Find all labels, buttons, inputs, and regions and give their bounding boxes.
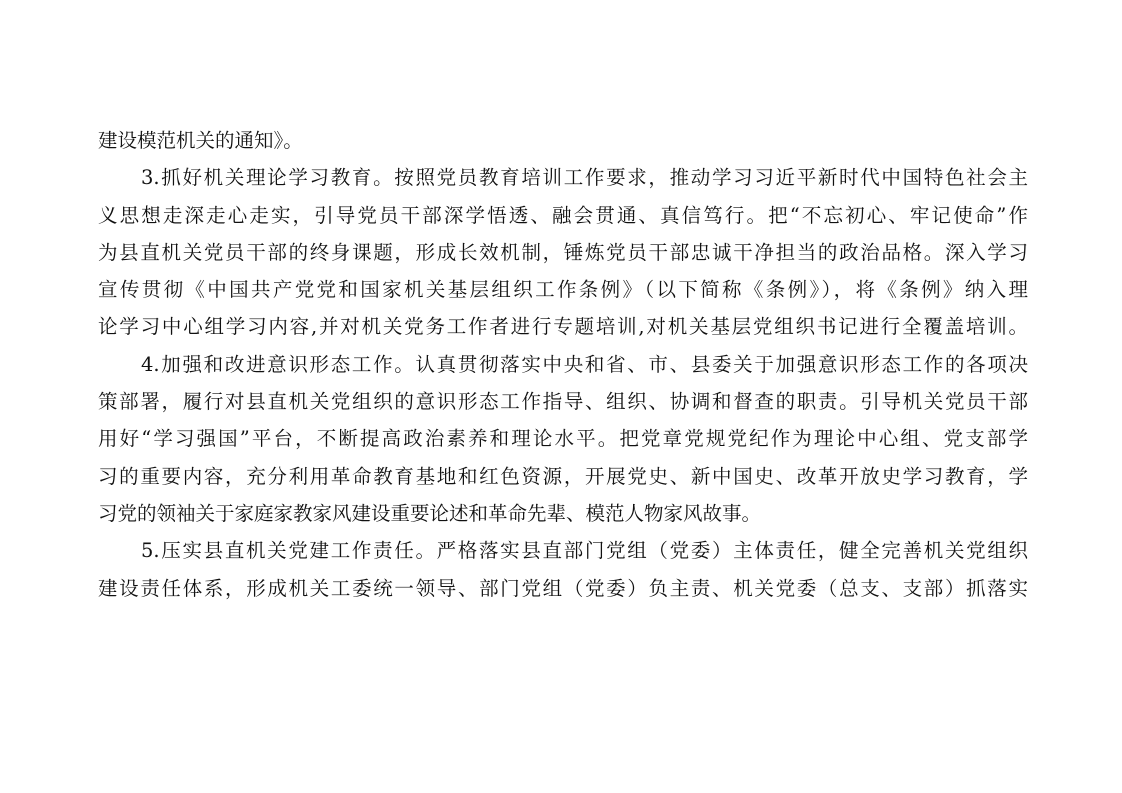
text-line: 习的重要内容，充分利用革命教育基地和红色资源，开展党史、新中国史、改革开放史学习教育，学 (98, 464, 1028, 488)
text-line: 建设责任体系，形成机关工委统一领导、部门党组（党委）负主责、机关党委（总支、支部）抓落实 (98, 576, 1028, 600)
text-line: 5.压实县直机关党建工作责任。严格落实县直部门党组（党委）主体责任，健全完善机关党组织 (141, 539, 1028, 563)
text-line: 论学习中心组学习内容,并对机关党务工作者进行专题培训,对机关基层党组织书记进行全覆盖培训。 (98, 315, 1028, 339)
text-line: 宣传贯彻《中国共产党党和国家机关基层组织工作条例》（以下简称《条例》），将《条例》纳入理 (98, 278, 1028, 302)
text-line: 3.抓好机关理论学习教育。按照党员教育培训工作要求，推动学习习近平新时代中国特色社会主 (141, 166, 1028, 190)
text-line: 建设模范机关的通知》。 (98, 129, 303, 152)
text-line: 策部署，履行对县直机关党组织的意识形态工作指导、组织、协调和督查的职责。引导机关党员干部 (98, 390, 1028, 414)
text-line: 习党的领袖关于家庭家教家风建设重要论述和革命先辈、模范人物家风故事。 (98, 501, 762, 525)
document-body (98, 122, 1028, 607)
text-line: 为县直机关党员干部的终身课题，形成长效机制，锤炼党员干部忠诚干净担当的政治品格。深入学习 (98, 240, 1028, 264)
text-line: 义思想走深走心走实，引导党员干部深学悟透、融会贯通、真信笃行。把“不忘初心、牢记使命”作 (98, 203, 1028, 227)
text-line: 4.加强和改进意识形态工作。认真贯彻落实中央和省、市、县委关于加强意识形态工作的各项决 (141, 352, 1028, 376)
text-line: 用好“学习强国”平台，不断提高政治素养和理论水平。把党章党规党纪作为理论中心组、党支部学 (98, 427, 1028, 451)
